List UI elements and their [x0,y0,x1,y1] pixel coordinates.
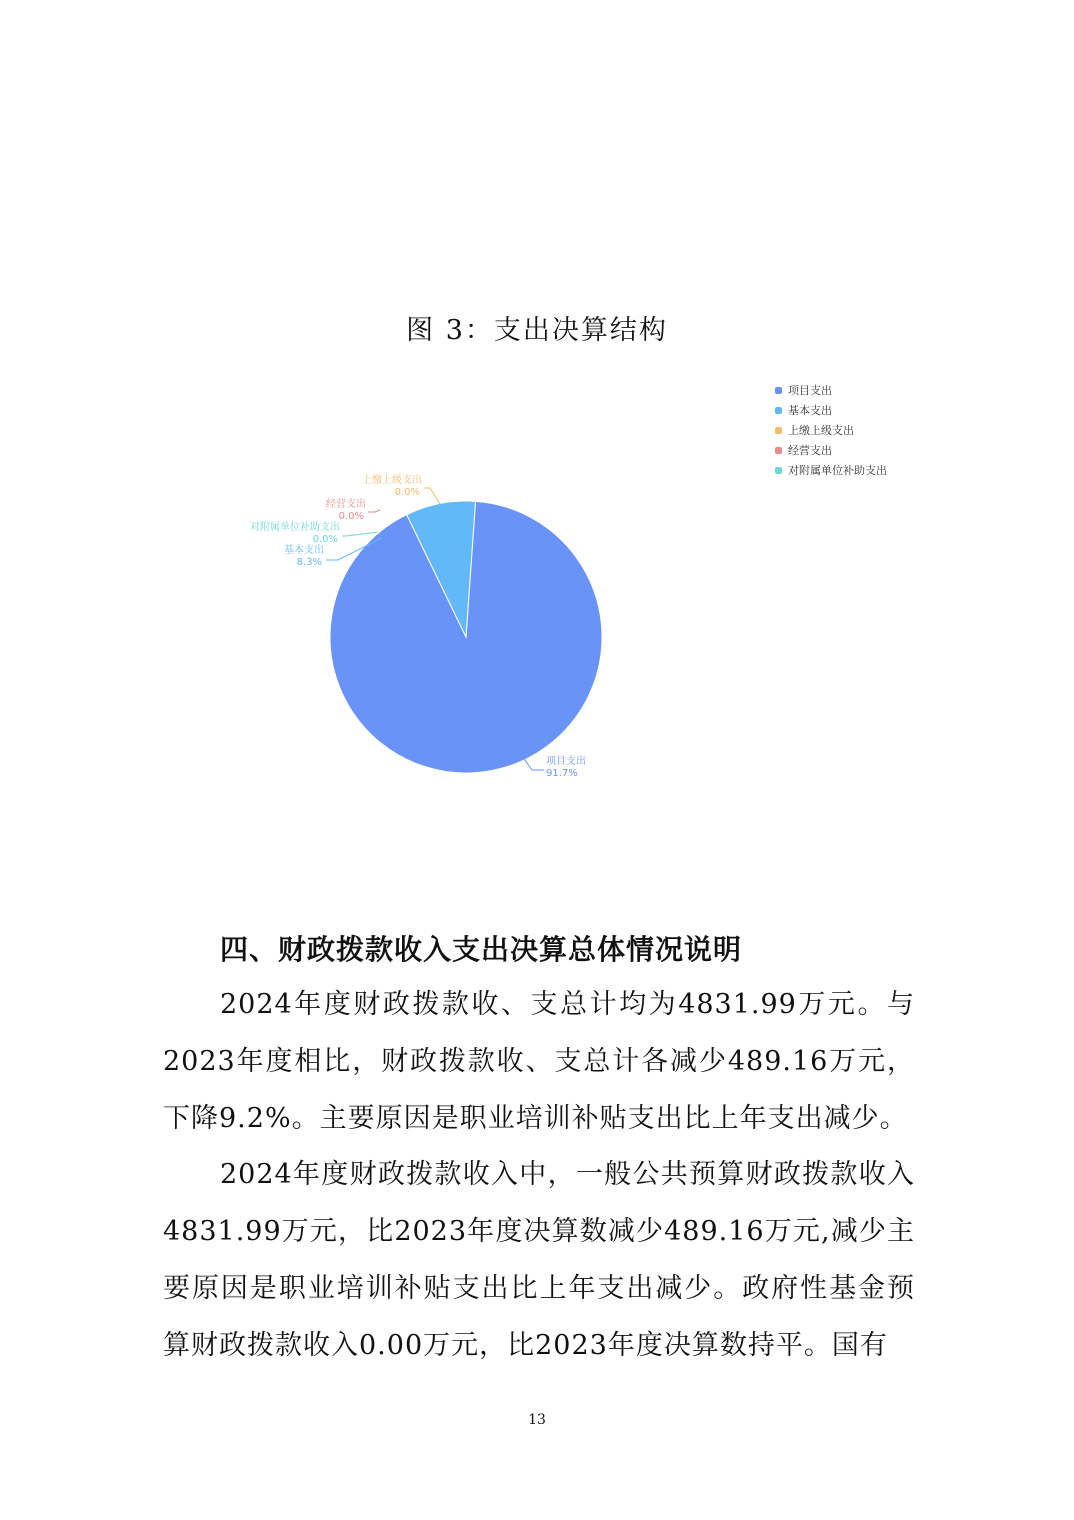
legend-item-4 [775,460,887,480]
legend-label-2: 上缴上级支出 [788,424,854,437]
leader-line-4 [342,532,378,536]
legend-swatch-2 [775,427,782,434]
legend-label-0: 项目支出 [788,384,832,397]
slice-value-1: 8.3% [296,557,322,568]
page-number: 13 [528,1412,546,1428]
legend-item-1 [775,400,887,420]
slice-label-0: 项目支出 [546,756,586,767]
leader-line-3 [368,510,380,512]
slice-value-0: 91.7% [546,768,578,779]
legend-swatch-4 [775,467,782,474]
figure-title: 图 3：支出决算结构 [406,315,668,346]
legend-item-3 [775,440,887,460]
legend-swatch-0 [775,387,782,394]
paragraph-2-text: 2024年度财政拨款收入中，一般公共预算财政拨款收入4831.99万元，比2023年度决算数减少489.16万元,减少主要原因是职业培训补贴支出比上年支出减少。政府性基金预算财政拨款收入0.00万元，比2023年度决算数持平。国有 [163,1159,915,1361]
slice-label-2: 上缴上级支出 [362,475,422,486]
slice-label-3: 经营支出 [326,499,366,510]
slice-value-2: 0.0% [394,487,420,498]
legend-item-0 [775,380,887,400]
slice-label-1: 基本支出 [284,545,324,556]
chart-legend [775,380,887,480]
section-heading: 四、财政拨款收入支出决算总体情况说明 [220,933,743,966]
slice-value-4: 0.0% [312,534,338,545]
legend-swatch-3 [775,447,782,454]
legend-label-1: 基本支出 [788,404,832,417]
legend-swatch-1 [775,407,782,414]
leader-line-2 [424,488,440,504]
paragraph-1 [163,976,915,1147]
pie-chart [0,360,1074,830]
paragraph-2 [163,1146,915,1374]
slice-value-3: 0.0% [338,511,364,522]
legend-item-2 [775,420,887,440]
paragraph-1-text: 2024年度财政拨款收、支总计均为4831.99万元。与2023年度相比，财政拨款收、支总计各减少489.16万元，下降9.2%。主要原因是职业培训补贴支出比上年支出减少。 [163,989,915,1134]
legend-label-3: 经营支出 [788,444,832,457]
legend-label-4: 对附属单位补助支出 [788,464,887,477]
slice-label-4: 对附属单位补助支出 [250,522,340,533]
